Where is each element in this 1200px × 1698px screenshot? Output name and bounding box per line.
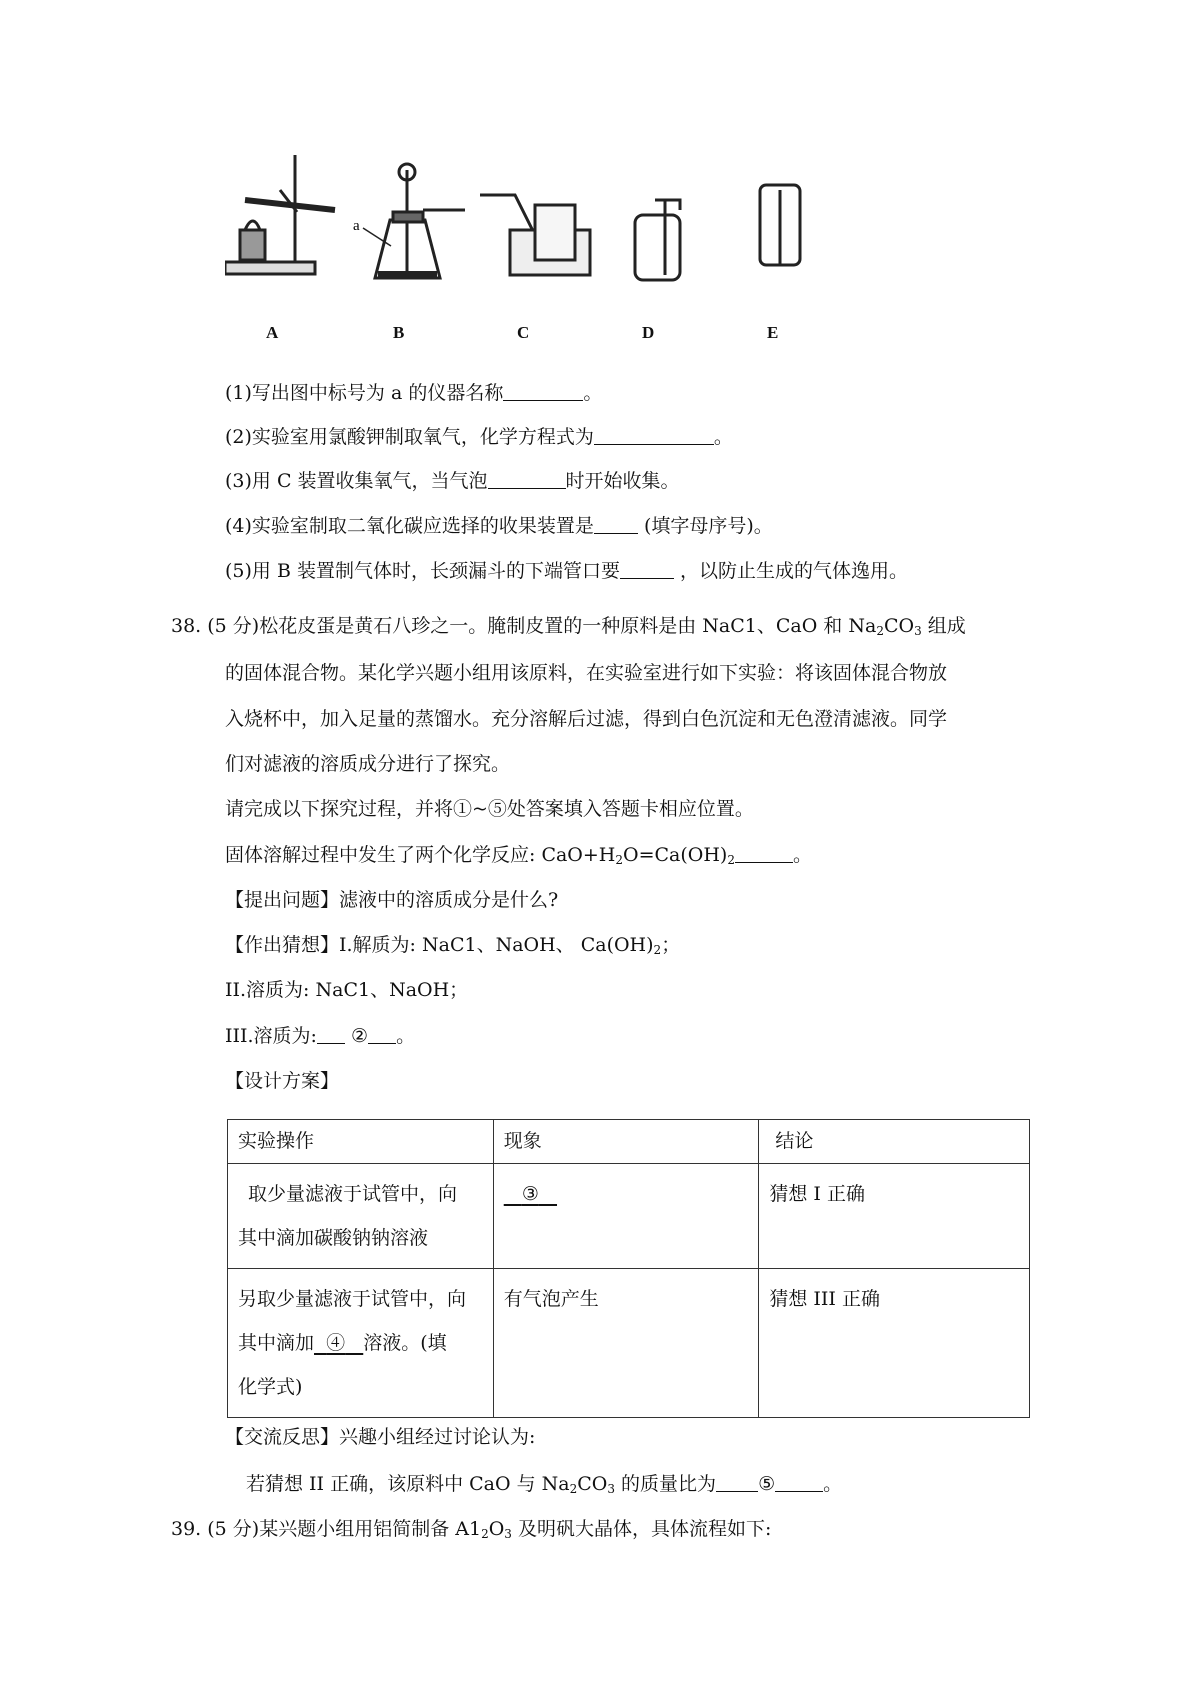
- q38-line7: 【提出问题】滤液中的溶质成分是什么?: [225, 889, 559, 911]
- q37-part4: (4)实验室制取二氧化碳应选择的收果装置是 (填字母序号)。: [225, 515, 773, 537]
- blank: [620, 560, 674, 579]
- row1-phenomenon: [493, 1164, 759, 1269]
- apparatus-figure: [225, 150, 865, 350]
- q38-line1: 38. (5 分)松花皮蛋是黄石八珍之一。腌制皮置的一种原料是由 NaC1、CaO 和 $Na_2CO_3$ 组成: [171, 615, 966, 638]
- q38-line3: 入烧杯中，加入足量的蒸馏水。充分溶解后过滤，得到白色沉淀和无色澄清滤液。同学: [225, 708, 948, 730]
- blank: [488, 470, 566, 489]
- blank: [317, 1025, 345, 1044]
- q38-line9: II.溶质为: NaC1、NaOH；: [225, 979, 469, 1001]
- row2-phenomenon: 有气泡产生: [493, 1269, 759, 1418]
- q38-line12: 【交流反思】兴趣小组经过讨论认为:: [225, 1426, 536, 1448]
- header-operation: 实验操作: [228, 1120, 494, 1164]
- stand-base: [225, 262, 315, 274]
- q37-part3: (3)用 C 装置收集氧气，当气泡 时开始收集。: [225, 470, 680, 492]
- blank: [594, 426, 714, 445]
- row1-operation: 取少量滤液于试管中，向 其中滴加碳酸钠钠溶液: [228, 1164, 494, 1269]
- q38-line2: 的固体混合物。某化学兴题小组用该原料，在实验室进行如下实验：将该固体混合物放: [225, 662, 948, 684]
- label-a: a: [353, 218, 360, 234]
- gas-cylinder: [535, 205, 575, 260]
- header-phenomenon: 现象: [493, 1120, 759, 1164]
- fig-label-e: E: [767, 323, 779, 342]
- q38-line11: 【设计方案】: [225, 1070, 340, 1092]
- d-tube: [655, 200, 680, 275]
- q38-line6: 固体溶解过程中发生了两个化学反应: $CaO+H_2O=Ca(OH)_2$ 。: [225, 844, 813, 867]
- blank: [503, 382, 583, 401]
- mark-2: ②: [351, 1025, 369, 1047]
- q37-part1: (1)写出图中标号为 a 的仪器名称 。: [225, 382, 603, 404]
- mark-3: ③: [521, 1183, 539, 1205]
- table-header-row: [228, 1120, 1030, 1164]
- fig-label-c: C: [517, 323, 530, 342]
- mark-4: ④: [326, 1332, 346, 1354]
- table-row: [228, 1164, 1030, 1269]
- q37-part2: (2)实验室用氯酸钾制取氧气，化学方程式为 。: [225, 426, 733, 448]
- blank: [735, 844, 793, 863]
- experiment-table: [227, 1119, 1030, 1418]
- fig-label-b: B: [393, 323, 405, 342]
- fig-label-d: D: [642, 323, 655, 342]
- q39-line1: 39. (5 分)某兴题小组用铝简制备 $A1_2O_3$ 及明矾大晶体，具体流程如下:: [171, 1518, 772, 1541]
- q38-line8: 【作出猜想】I.解质为: NaC1、NaOH、 $Ca(OH)_2$；: [225, 934, 681, 957]
- blank: [775, 1473, 823, 1492]
- table-row: [228, 1269, 1030, 1418]
- stopper: [393, 212, 423, 222]
- row2-conclusion: 猜想 III 正确: [759, 1269, 1030, 1418]
- blank: [368, 1025, 396, 1044]
- q38-line10: III.溶质为: ② 。: [225, 1025, 416, 1047]
- e-tube: [770, 190, 780, 265]
- blank: [594, 515, 638, 534]
- q38-line13: 若猜想 II 正确，该原料中 CaO 与 $Na_2CO_3$ 的质量比为 ⑤ 。: [246, 1473, 843, 1496]
- mark-5: ⑤: [758, 1473, 776, 1495]
- header-conclusion: 结论: [759, 1120, 1030, 1164]
- q37-part5: (5)用 B 装置制气体时，长颈漏斗的下端管口要 ，以防止生成的气体逸用。: [225, 560, 909, 582]
- alcohol-lamp: [240, 230, 265, 260]
- row2-operation: 另取少量滤液于试管中，向 其中滴加 ④ 溶液。(填 化学式): [228, 1269, 494, 1418]
- gas-bottle-d: [635, 215, 680, 280]
- q38-line4: 们对滤液的溶质成分进行了探究。: [225, 753, 511, 775]
- blank: [716, 1473, 758, 1492]
- row1-conclusion: 猜想 I 正确: [759, 1164, 1030, 1269]
- fig-label-a: A: [266, 323, 279, 342]
- apparatus-drawing: [225, 150, 865, 350]
- q38-line5: 请完成以下探究过程，并将①~⑤处答案填入答题卡相应位置。: [225, 798, 754, 820]
